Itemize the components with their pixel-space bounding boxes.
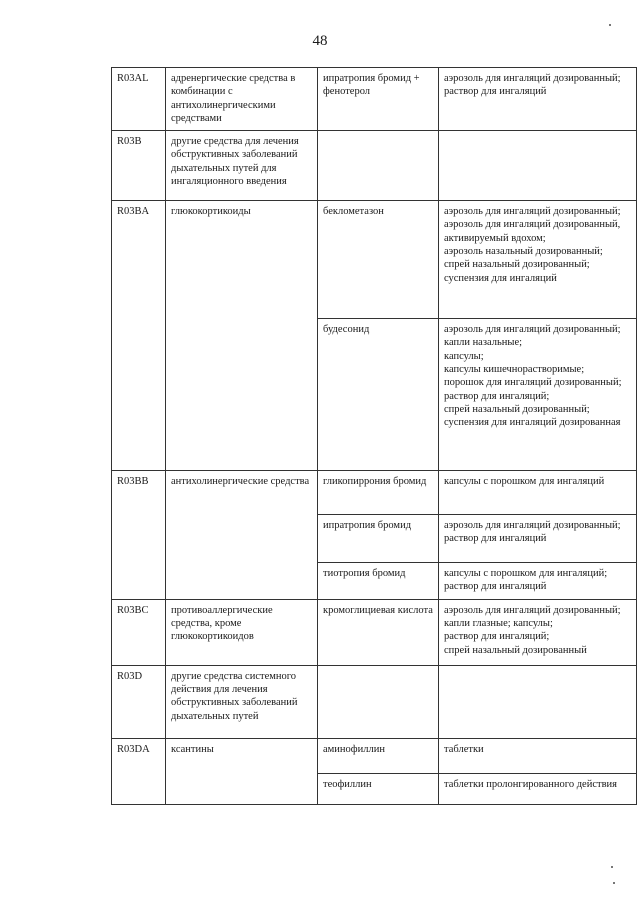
dosage-form-line: раствор для ингаляций: [444, 581, 547, 593]
page-number: 48: [312, 33, 328, 49]
anatomical-therapeutic-group-cell: другие средства системного действия для лечения обструктивных заболеваний дыхательных путей: [166, 665, 318, 738]
table-row: [112, 738, 637, 773]
table-body: [112, 68, 637, 805]
dosage-form-line: аэрозоль для ингаляций дозированный;: [444, 324, 621, 336]
anatomical-therapeutic-group-cell: ксантины: [166, 738, 318, 804]
dosage-form-line: суспензия для ингаляций дозированная: [444, 417, 621, 429]
dosage-form-line: таблетки пролонгированного действия: [444, 778, 617, 790]
dosage-form-line: раствор для ингаляций;: [444, 390, 550, 402]
drug-name-cell: [318, 665, 439, 738]
scan-speck: [609, 24, 611, 26]
anatomical-therapeutic-group-cell: противоаллергические средства, кроме глюкокортикоидов: [166, 599, 318, 665]
anatomical-therapeutic-group-cell: антихолинергические средства: [166, 471, 318, 600]
drug-table: [111, 67, 637, 805]
dosage-form-line: капли глазные; капсулы;: [444, 618, 553, 630]
atc-code-cell: R03DA: [112, 738, 166, 804]
scan-speck: [611, 866, 613, 868]
dosage-form-line: капли назальные;: [444, 337, 523, 349]
dosage-form-cell: [439, 68, 637, 131]
drug-name-cell: кромоглициевая кислота: [318, 599, 439, 665]
dosage-form-line: спрей назальный дозированный: [444, 644, 587, 656]
dosage-form-line: раствор для ингаляций;: [444, 631, 550, 643]
anatomical-therapeutic-group-cell: другие средства для лечения обструктивных заболеваний дыхательных путей для ингаляционного введения: [166, 131, 318, 201]
drug-name-cell: тиотропия бромид: [318, 563, 439, 600]
dosage-form-line: суспензия для ингаляций: [444, 272, 557, 284]
anatomical-therapeutic-group-cell: глюкокортикоиды: [166, 201, 318, 471]
atc-code-cell: R03AL: [112, 68, 166, 131]
table-row: [112, 68, 637, 131]
dosage-form-line: спрей назальный дозированный;: [444, 259, 590, 271]
dosage-form-line: капсулы с порошком для ингаляций;: [444, 568, 608, 580]
dosage-form-cell: [439, 599, 637, 665]
dosage-form-cell: [439, 471, 637, 515]
dosage-form-line: таблетки: [444, 743, 484, 755]
dosage-form-cell: [439, 563, 637, 600]
drug-name-cell: будесонид: [318, 319, 439, 471]
dosage-form-line: аэрозоль назальный дозированный;: [444, 246, 603, 258]
dosage-form-line: раствор для ингаляций: [444, 86, 547, 98]
dosage-form-cell: [439, 773, 637, 804]
drug-name-cell: гликопиррония бромид: [318, 471, 439, 515]
dosage-form-cell: [439, 515, 637, 563]
dosage-form-line: порошок для ингаляций дозированный;: [444, 377, 622, 389]
table-row: [112, 599, 637, 665]
dosage-form-line: аэрозоль для ингаляций дозированный;: [444, 604, 621, 616]
dosage-form-line: раствор для ингаляций: [444, 533, 547, 545]
dosage-form-cell: [439, 665, 637, 738]
table-row: [112, 471, 637, 515]
dosage-form-cell: [439, 319, 637, 471]
dosage-form-cell: [439, 738, 637, 773]
dosage-form-line: аэрозоль для ингаляций дозированный;: [444, 520, 621, 532]
atc-code-cell: R03BA: [112, 201, 166, 471]
atc-code-cell: R03BB: [112, 471, 166, 600]
atc-code-cell: R03BC: [112, 599, 166, 665]
anatomical-therapeutic-group-cell: адренергические средства в комбинации с антихолинергическими средствами: [166, 68, 318, 131]
dosage-form-line: аэрозоль для ингаляций дозированный;: [444, 206, 621, 218]
drug-name-cell: теофиллин: [318, 773, 439, 804]
dosage-form-line: капсулы кишечнорастворимые;: [444, 364, 585, 376]
atc-code-cell: R03B: [112, 131, 166, 201]
dosage-form-cell: [439, 201, 637, 319]
drug-name-cell: ипратропия бромид: [318, 515, 439, 563]
drug-name-cell: [318, 131, 439, 201]
scan-speck: [613, 882, 615, 884]
drug-name-cell: ипратропия бромид + фенотерол: [318, 68, 439, 131]
table-row: [112, 131, 637, 201]
dosage-form-line: капсулы с порошком для ингаляций: [444, 476, 605, 488]
dosage-form-line: капсулы;: [444, 350, 484, 362]
dosage-form-line: аэрозоль для ингаляций дозированный, активируемый вдохом;: [444, 219, 621, 244]
dosage-form-cell: [439, 131, 637, 201]
table-row: [112, 665, 637, 738]
atc-code-cell: R03D: [112, 665, 166, 738]
table-row: [112, 201, 637, 319]
dosage-form-line: аэрозоль для ингаляций дозированный;: [444, 73, 621, 84]
drug-name-cell: аминофиллин: [318, 738, 439, 773]
drug-name-cell: беклометазон: [318, 201, 439, 319]
dosage-form-line: спрей назальный дозированный;: [444, 403, 590, 415]
